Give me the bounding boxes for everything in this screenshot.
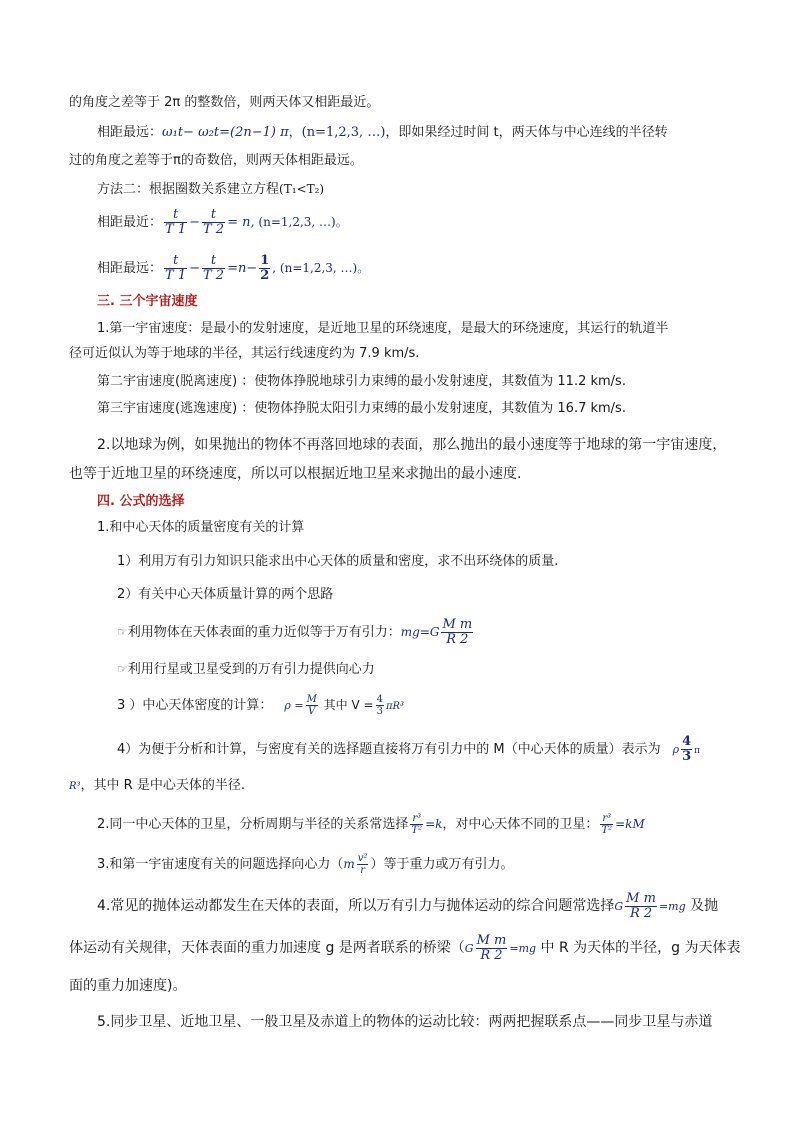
- paragraph-line: 2.以地球为例，如果抛出的物体不再落回地球的表面，那么抛出的最小速度等于地球的第一宇宙速度，: [97, 437, 727, 453]
- formula-line-nearest: [97, 204, 348, 240]
- paragraph-line: 2）有关中心天体质量计算的两个思路: [117, 587, 334, 602]
- paragraph-line: [97, 124, 668, 142]
- label: 相距最近：: [97, 215, 163, 230]
- paragraph-line: R³，其中 R 是中心天体的半径.: [69, 778, 245, 793]
- fraction: $\frac{M}{V}$: [306, 694, 317, 717]
- equation: = n,: [227, 215, 255, 230]
- condition: (n=1,2,3, …)。: [254, 215, 348, 229]
- paragraph-line: 4.常见的抛体运动都发生在天体的表面，所以万有引力与抛体运动的综合问题常选择G $\frac{\text{M m}}{R 2}$ =mg 及抛: [97, 890, 719, 921]
- paragraph-line: 体运动有关规律，天体表面的重力加速度 g 是两者联系的桥梁（G $\frac{\text{M m}}{R 2}$ =mg 中 R 为天体的半径，g 为天体表: [69, 932, 741, 963]
- fraction: $\frac{\text{M m}}{R 2}$: [626, 890, 656, 921]
- paragraph-line: 1.第一宇宙速度：是最小的发射速度，是近地卫星的环绕速度，是最大的环绕速度，其运行的轨道半: [97, 321, 669, 336]
- fraction: $\frac{4}{3}$: [682, 734, 692, 764]
- paragraph-line: [69, 94, 379, 112]
- condition: (T₁<T₂): [279, 182, 325, 196]
- fraction: $\frac{t}{T 1}$: [165, 207, 187, 237]
- fraction: $\frac{t}{T 2}$: [203, 207, 225, 237]
- paragraph-line: 第三宇宙速度(逃逸速度) ：使物体挣脱太阳引力束缚的最小发射速度，其数值为 16.7 km/s.: [97, 401, 626, 416]
- operator: −: [189, 261, 200, 276]
- equation: =n−: [227, 261, 258, 276]
- paragraph-line: 4）为便于分析和计算，与密度有关的选择题直接将万有引力中的 M（中心天体的质量）表示为 ρ $\frac{4}{3}$ π: [117, 734, 701, 764]
- label: 方法二：根据圈数关系建立方程: [97, 182, 280, 197]
- fraction: $\frac{\text{r³}}{\text{T²}}$: [601, 813, 613, 836]
- fraction: $\frac{\text{M m}}{R 2}$: [442, 617, 473, 647]
- label: 相距最远：: [97, 125, 163, 140]
- operator: −: [189, 215, 200, 230]
- label: 相距最远：: [97, 261, 163, 276]
- fraction: $\frac{t}{T 2}$: [203, 253, 225, 283]
- paragraph-line: ☞利用行星或卫星受到的万有引力提供向心力: [117, 662, 375, 677]
- paragraph-line: 3.和第一宇宙速度有关的问题选择向心力（m $\frac{\text{v²}}{r}$ ）等于重力或万有引力。: [97, 853, 514, 876]
- paragraph-line: 1.和中心天体的质量密度有关的计算: [97, 520, 305, 535]
- paragraph-line: 5.同步卫星、近地卫星、一般卫星及赤道上的物体的运动比较：两两把握联系点——同步卫星与赤道: [97, 1014, 713, 1030]
- fraction: $\frac{\text{M m}}{R 2}$: [476, 932, 507, 963]
- condition: ，(n=1,2,3, …): [288, 125, 386, 140]
- text: ，即如果经过时间 t，两天体与中心连线的半径转: [385, 125, 668, 140]
- paragraph-line: [97, 180, 324, 199]
- paragraph-line: 第二宇宙速度(脱离速度) ：使物体挣脱地球引力束缚的最小发射速度，其数值为 11.2 km/s.: [97, 374, 626, 389]
- paragraph-line: 3 ）中心天体密度的计算： ρ = $\frac{M}{V}$ 其中 V = $\frac{4}{3}$ πR³: [117, 694, 405, 717]
- paragraph-line: 面的重力加速度)。: [69, 978, 187, 994]
- pointing-hand-icon: ☞: [117, 662, 128, 676]
- pointing-hand-icon: ☞: [117, 625, 128, 639]
- fraction: $\frac{\text{r³}}{\text{T²}}$: [411, 813, 423, 836]
- paragraph-line: 1）利用万有引力知识只能求出中心天体的质量和密度，求不出环绕体的质量.: [117, 554, 559, 569]
- paragraph-line: [69, 152, 363, 170]
- formula-line-farthest: [97, 250, 369, 286]
- formula: ω₁t− ω₂t=(2n−1) π: [162, 125, 289, 140]
- fraction-half: $\frac{1}{2}$: [260, 253, 270, 283]
- section-heading: 三. 三个宇宙速度: [97, 294, 198, 309]
- paragraph-line: 2.同一中心天体的卫星，分析周期与半径的关系常选择 $\frac{\text{r³}}{\text{T²}}$ =k，对中心天体不同的卫星： $\frac{\text{r³}}{\text{T²}}$ =kM: [97, 813, 645, 836]
- fraction: $\frac{\text{v²}}{r}$: [357, 853, 368, 876]
- text: 过的角度之差等于π的奇数倍，则两天体相距最远。: [69, 153, 363, 168]
- condition: , (n=1,2,3, …)。: [272, 261, 370, 275]
- paragraph-line: 也等于近地卫星的环绕速度，所以可以根据近地卫星来求抛出的最小速度.: [69, 466, 522, 482]
- fraction: $\frac{4}{3}$: [376, 694, 383, 717]
- paragraph-line: 径可近似认为等于地球的半径，其运行线速度约为 7.9 km/s.: [69, 346, 420, 361]
- paragraph-line: ☞利用物体在天体表面的重力近似等于万有引力：mg=G $\frac{\text{M m}}{R 2}$: [117, 617, 473, 647]
- text: 的角度之差等于 2π 的整数倍，则两天体又相距最近。: [69, 95, 380, 110]
- section-heading: 四. 公式的选择: [97, 494, 185, 509]
- fraction: $\frac{t}{T 1}$: [165, 253, 187, 283]
